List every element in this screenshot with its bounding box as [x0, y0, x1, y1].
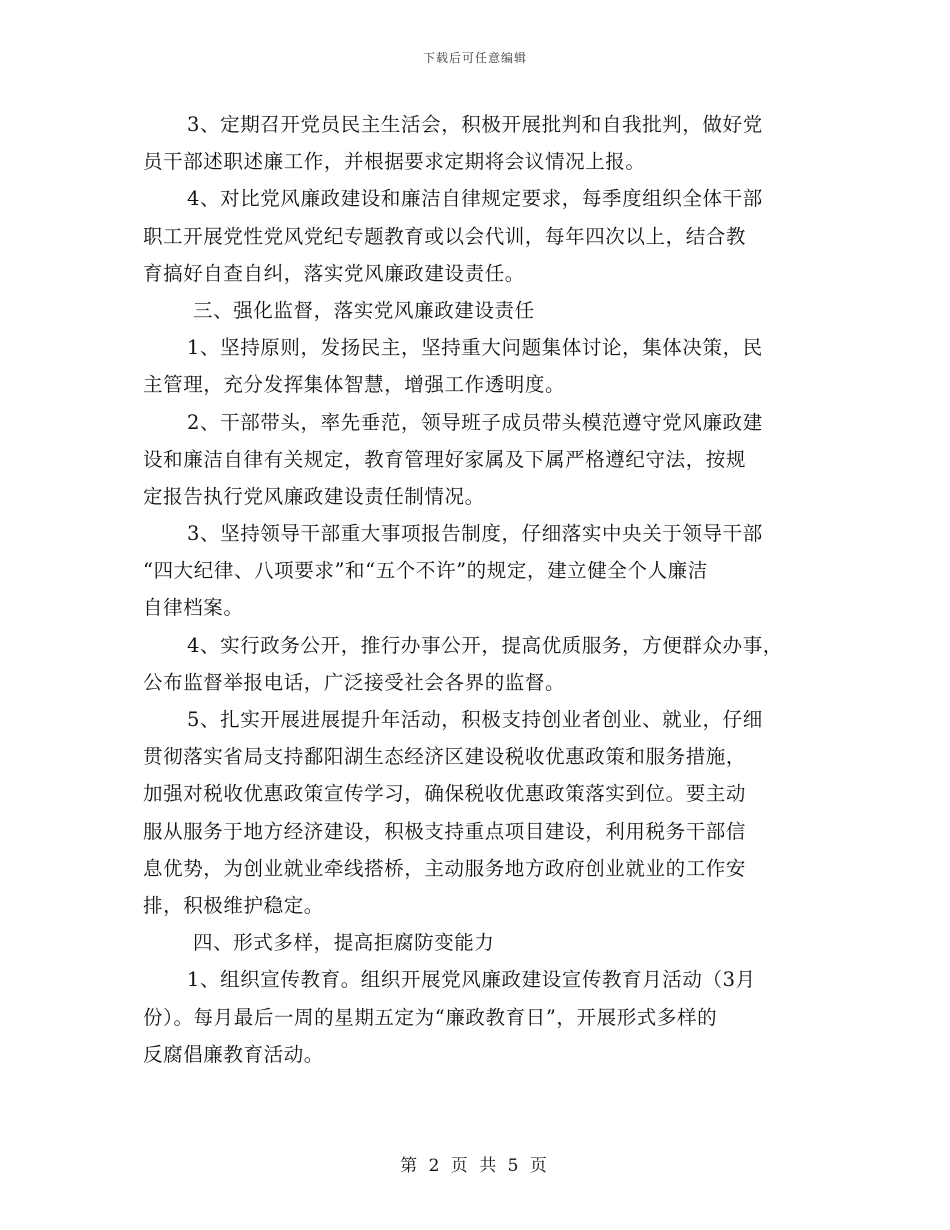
text-line: 职工开展党性党风党纪专题教育或以会代训，每年四次以上，结合教: [143, 224, 747, 248]
page-header: 下载后可任意编辑: [422, 51, 527, 65]
text-line: 定报告执行党风廉政建设责任制情况。: [143, 484, 485, 508]
text-line: 员干部述职述廉工作，并根据要求定期将会议情况上报。: [143, 150, 646, 174]
section-heading: 三、强化监督，落实党风廉政建设责任: [193, 298, 535, 322]
text-line: 1、坚持原则，发扬民主，坚持重大问题集体讨论，集体决策，民: [187, 336, 763, 360]
text-line: 3、定期召开党员民主生活会，积极开展批判和自我批判，做好党: [187, 113, 763, 136]
text-line: 服从服务于地方经济建设，积极支持重点项目建设，利用税务干部信: [143, 819, 747, 843]
text-line: 自律档案。: [143, 596, 244, 620]
text-line: 2、干部带头，率先垂范，领导班子成员带头模范遵守党风廉政建: [187, 410, 763, 434]
text-line: 4、实行政务公开，推行办事公开，提高优质服务，方便群众办事，: [187, 633, 783, 657]
text-line: 1、组织宣传教育。组织开展党风廉政建设宣传教育月活动（3月: [187, 968, 756, 992]
document-body: [143, 106, 823, 1073]
text-line: 息优势，为创业就业牵线搭桥，主动服务地方政府创业就业的工作安: [143, 856, 747, 880]
text-line: “四大纪律、八项要求”和“五个不许”的规定，建立健全个人廉洁: [143, 559, 708, 583]
text-line: 3、坚持领导干部重大事项报告制度，仔细落实中央关于领导干部: [187, 522, 763, 546]
text-line: 5、扎实开展进展提升年活动，积极支持创业者创业、就业，仔细: [187, 708, 763, 731]
text-line: 公布监督举报电话，广泛接受社会各界的监督。: [143, 670, 566, 694]
text-line: 加强对税收优惠政策宣传学习，确保税收优惠政策落实到位。要主动: [143, 782, 747, 806]
text-line: 4、对比党风廉政建设和廉洁自律规定要求，每季度组织全体干部: [187, 187, 763, 211]
text-line: 排，积极维护稳定。: [143, 893, 324, 917]
section-heading: 四、形式多样，提高拒腐防变能力: [193, 931, 495, 955]
page-number: 第 2 页 共 5 页: [400, 1156, 550, 1176]
text-line: 反腐倡廉教育活动。: [143, 1042, 324, 1066]
text-line: 份）。每月最后一周的星期五定为“廉政教育日”，开展形式多样的: [143, 1005, 718, 1029]
text-line: 主管理，充分发挥集体智慧，增强工作透明度。: [143, 373, 566, 397]
text-line: 贯彻落实省局支持鄱阳湖生态经济区建设税收优惠政策和服务措施，: [143, 745, 747, 769]
text-line: 育搞好自查自纠，落实党风廉政建设责任。: [143, 261, 525, 285]
text-line: 设和廉洁自律有关规定，教育管理好家属及下属严格遵纪守法，按规: [143, 447, 747, 471]
